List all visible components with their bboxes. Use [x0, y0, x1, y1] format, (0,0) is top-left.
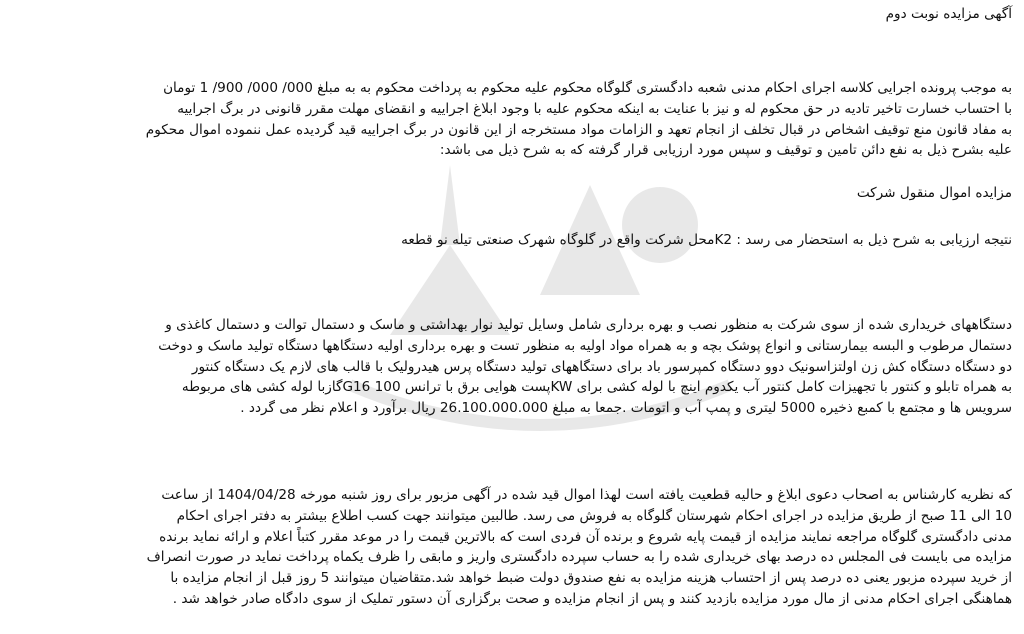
auction-subject: مزایده اموال منقول شرکت: [856, 185, 1012, 201]
notice-title: آگهی مزایده نوبت دوم: [885, 6, 1012, 22]
intro-paragraph: به موجب پرونده اجرایی کلاسه اجرای احکام مدنی شعبه دادگستری گلوگاه محکوم علیه محکوم به پرداخت محکوم به به مبلغ 000/ 000/ 900/ 1 تومان با احتساب خسارت تاخیر تادیه در حق محکوم له و نیز با عنایت به اینکه محکوم علیه با وجود ابلاغ اجراییه و انقضای مهلت مقرر قانونی در برگ اجراییه به مفاد قانون منع توقیف اشخاص در قبال تخلف از انجام تعهد و الزامات مواد مستخرجه از این قانون در برگ اجراییه قید گردیده عمل ننموده اموال محکوم علیه بشرح ذیل به نفع دائن تامین و توقیف و سپس مورد ارزیابی قرار گرفته که به شرح ذیل می باشد:: [145, 80, 1012, 159]
items-description: دستگاههای خریداری شده از سوی شرکت به منظور نصب و بهره برداری شامل وسایل تولید نوار بهداشتی و ماسک و دستمال توالت و دستمال کاغذی و دستمال مرطوب و البسه بیمارستانی و انواع پوشک بچه و به همراه مواد اولیه به منظور تست و بهره برداری اولیه دستگاهها دستگاه تولید ماسک و دوخت دو دستگاه دستگاه کش زن اولتزاسونیک دوو دستگاه کمپرسور باد برای دستگاههای تولید دستگاه پرس هیدرولیک با قالب های لازم یک دستگاه کنتور به همراه تابلو و کنتور با تجهیزات کامل کنتور آب یکدوم اینچ با لوله کشی برای KWپست هوایی برق با ترانس 100 G16گازبا لوله کشی های مربوطه سرویس ها و مجتمع با کمبع ذخیره 5000 لیتری و پمپ آب و اتومات .جمعا به مبلغ 26.100.000.000 ریال برآورد و اعلام نظر می گردد .: [158, 317, 1012, 417]
valuation-summary: نتیجه ارزیابی به شرح ذیل به استحضار می رسد : K2محل شرکت واقع در گلوگاه شهرک صنعتی تیله نو قطعه: [401, 232, 1012, 248]
auction-terms: که نظریه کارشناس به اصحاب دعوی ابلاغ و حالیه قطعیت یافته است لهذا اموال قید شده در آگهی مزبور برای روز شنبه مورخه 1404/04/28 از ساعت 10 الی 11 صبح از طریق مزایده در اجرای احکام شهرستان گلوگاه به فروش می رسد. طالبین میتوانند جهت کسب اطلاع بیشتر به دفتر اجرای احکام مدنی دادگستری گلوگاه مراجعه نمایند مزایده از قیمت پایه شروع و برنده آن فردی است که بالاترین قیمت را در موعد مقرر کتباً اعلام و ارائه نماید برنده مزایده می بایست فی المجلس ده درصد بهای خریداری شده را به حساب سپرده دادگستری واریز و مابقی را ظرف یکماه پرداخت نماید در صورت انصراف از خرید سپرده مزبور یعنی ده درصد پس از احتساب هزینه مزایده به نفع صندوق دولت ضبط خواهد شد.متقاضیان میتوانند 5 روز قبل از انجام مزایده با هماهنگی اجرای احکام مدنی از مال مورد مزایده بازدید کنند و پس از انجام مزایده و صحت برگزاری آن دستور تملیک از سوی دادگاه صادر خواهد شد .: [146, 487, 1012, 607]
